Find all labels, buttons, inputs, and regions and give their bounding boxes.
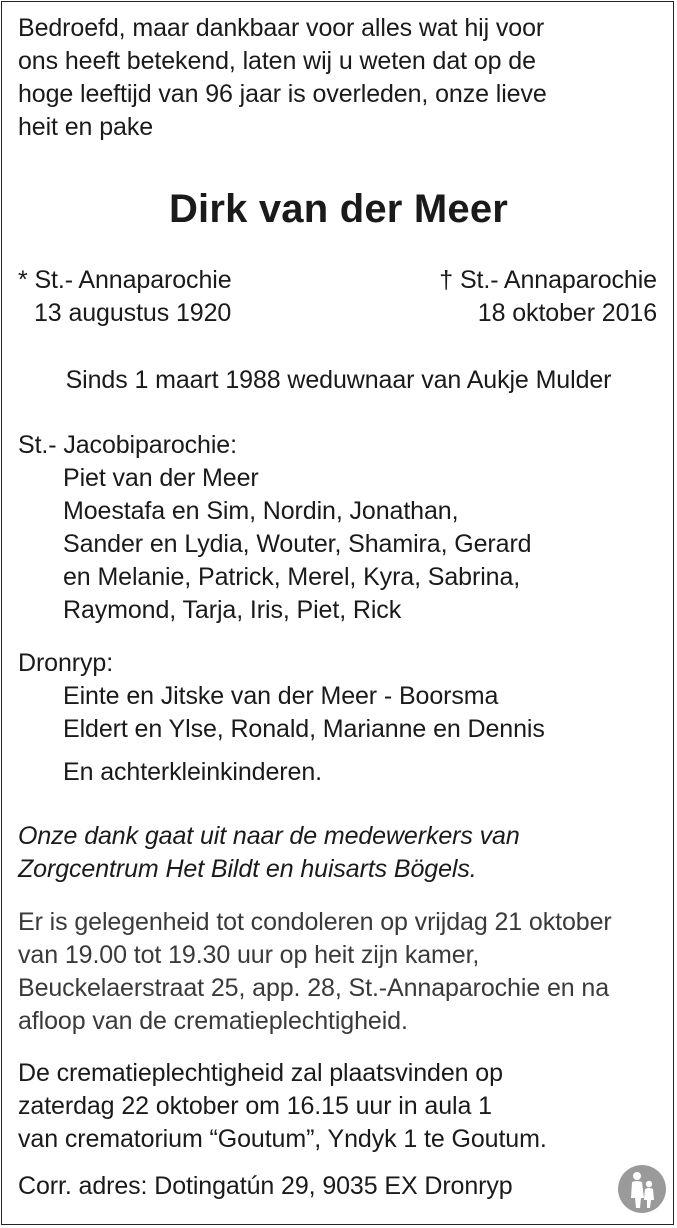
cremation-paragraph [18,1057,547,1156]
birth-date: 13 augustus 1920 [34,299,232,327]
deceased-name: Dirk van der Meer [168,187,509,231]
great-grandchildren-line: En achterkleinkinderen. [63,758,322,786]
condolence-line: van 19.00 tot 19.30 uur op heit zijn kamer, [18,941,480,969]
death-date: 18 oktober 2016 [477,299,657,327]
family-line: Moestafa en Sim, Nordin, Jonathan, [63,497,459,525]
death-place: † St.- Annaparochie [439,266,657,294]
cremation-line: De crematieplechtigheid zal plaatsvinden op [18,1059,503,1087]
figures-logo-icon [617,1164,667,1214]
family-group-jacobiparochie [18,429,531,627]
family-line: Eldert en Ylse, Ronald, Marianne en Dennis [63,715,545,743]
family-line: Raymond, Tarja, Iris, Piet, Rick [63,596,402,624]
death-block [439,264,657,330]
intro-line: hoge leeftijd van 96 jaar is overleden, onze lieve [18,80,547,108]
intro-line: heit en pake [18,113,154,141]
intro-paragraph [18,12,547,144]
family-line: en Melanie, Patrick, Merel, Kyra, Sabrina, [63,563,521,591]
intro-line: ons heeft betekend, laten wij u weten dat op de [18,47,536,75]
condolence-paragraph [18,906,612,1038]
thanks-line: Zorgcentrum Het Bildt en huisarts Bögels. [18,855,477,883]
thanks-paragraph [18,820,520,886]
thanks-line: Onze dank gaat uit naar de medewerkers van [18,822,520,850]
family-place: St.- Jacobiparochie: [18,431,237,459]
condolence-line: Er is gelegenheid tot condoleren op vrijdag 21 oktober [18,908,612,936]
family-group-dronryp [18,647,545,746]
cremation-line: van crematorium “Goutum”, Yndyk 1 te Goutum. [18,1125,547,1153]
family-line: Einte en Jitske van der Meer - Boorsma [63,682,499,710]
birth-place: * St.- Annaparochie [18,266,232,294]
condolence-line: afloop van de crematieplechtigheid. [18,1007,408,1035]
family-place: Dronryp: [18,649,114,677]
cremation-line: zaterdag 22 oktober om 16.15 uur in aula 1 [18,1092,492,1120]
intro-line: Bedroefd, maar dankbaar voor alles wat hij voor [18,14,545,42]
widow-line: Sinds 1 maart 1988 weduwnaar van Aukje Mulder [65,366,612,394]
condolence-line: Beuckelaerstraat 25, app. 28, St.-Annaparochie en na [18,974,610,1002]
birth-block [18,264,232,330]
family-line: Piet van der Meer [63,464,259,492]
correspondence-address: Corr. adres: Dotingatún 29, 9035 EX Dronryp [18,1172,513,1200]
family-line: Sander en Lydia, Wouter, Shamira, Gerard [63,530,532,558]
